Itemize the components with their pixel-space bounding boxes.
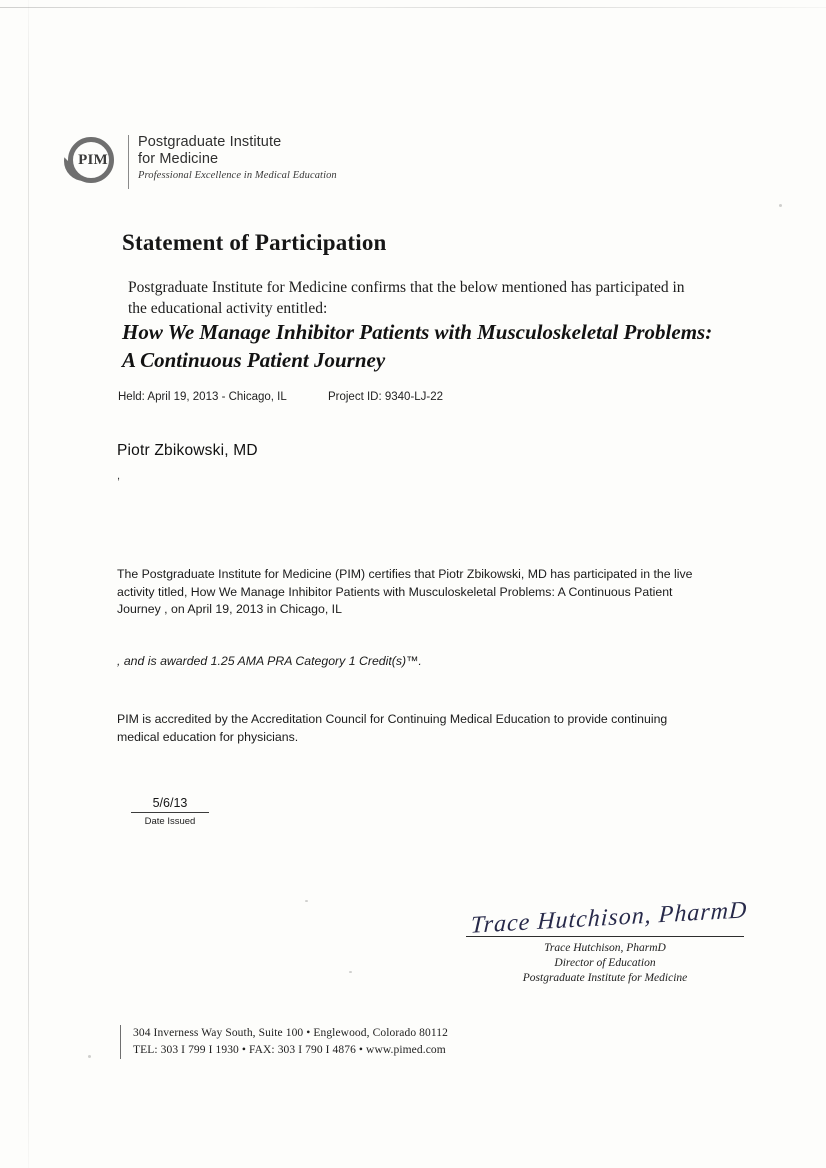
activity-meta-row bbox=[118, 391, 443, 403]
org-name-line2: for Medicine bbox=[138, 151, 219, 167]
pim-logo-text: PIM bbox=[78, 152, 108, 168]
signatory-role: Director of Education bbox=[554, 957, 656, 969]
signatory-organization: Postgraduate Institute for Medicine bbox=[522, 972, 688, 984]
date-issued-rule bbox=[131, 812, 209, 813]
credit-paragraph: , and is awarded 1.25 AMA PRA Category 1 Credit(s)™. bbox=[117, 654, 422, 668]
signature-block bbox=[455, 897, 755, 986]
org-tagline: Professional Excellence in Medical Education bbox=[138, 170, 337, 181]
date-issued-block bbox=[131, 796, 209, 827]
handwritten-signature: Trace Hutchison, PharmD bbox=[470, 897, 748, 939]
date-issued-label: Date Issued bbox=[144, 816, 196, 827]
scan-speck bbox=[779, 204, 782, 207]
project-id: Project ID: 9340-LJ-22 bbox=[327, 391, 444, 403]
footer-contact: TEL: 303 I 799 I 1930 • FAX: 303 I 790 I 4876 • www.pimed.com bbox=[133, 1044, 446, 1056]
accreditation-paragraph: PIM is accredited by the Accreditation Council for Continuing Medical Education to provide continuing medical education for physicians. bbox=[117, 712, 668, 744]
activity-title: How We Manage Inhibitor Patients with Musculoskeletal Problems: A Continuous Patient Journey bbox=[122, 320, 713, 372]
scan-speck bbox=[349, 971, 352, 973]
footer-address: 304 Inverness Way South, Suite 100 • Englewood, Colorado 80112 bbox=[133, 1027, 448, 1039]
footer bbox=[120, 1025, 448, 1059]
recipient-name: Piotr Zbikowski, MD bbox=[117, 442, 258, 459]
letterhead bbox=[64, 133, 337, 191]
pim-logo-icon bbox=[64, 133, 122, 191]
recipient-sub-mark: , bbox=[117, 470, 121, 482]
scan-speck bbox=[88, 1055, 91, 1058]
letterhead-divider bbox=[128, 135, 129, 189]
scan-speck bbox=[305, 900, 308, 902]
date-issued-value: 5/6/13 bbox=[152, 796, 188, 810]
signatory-name: Trace Hutchison, PharmD bbox=[544, 942, 666, 954]
page-title: Statement of Participation bbox=[122, 230, 387, 255]
footer-divider bbox=[120, 1025, 121, 1059]
confirmation-statement: Postgraduate Institute for Medicine confirms that the below mentioned has participated in the educational activity entitled: bbox=[128, 279, 685, 317]
org-name-line1: Postgraduate Institute bbox=[138, 134, 282, 150]
certification-paragraph: The Postgraduate Institute for Medicine (PIM) certifies that Piotr Zbikowski, MD has participated in the live activity titled, How We Manage Inhibitor Patients with Musculoskeletal Problems: A Continuous Patient Journey , on April 19, 2013 in Chicago, IL bbox=[117, 567, 693, 616]
held-date-location: Held: April 19, 2013 - Chicago, IL bbox=[118, 391, 287, 403]
scan-artifact-top-edge bbox=[0, 7, 826, 8]
scan-artifact-left-edge bbox=[28, 0, 29, 1168]
